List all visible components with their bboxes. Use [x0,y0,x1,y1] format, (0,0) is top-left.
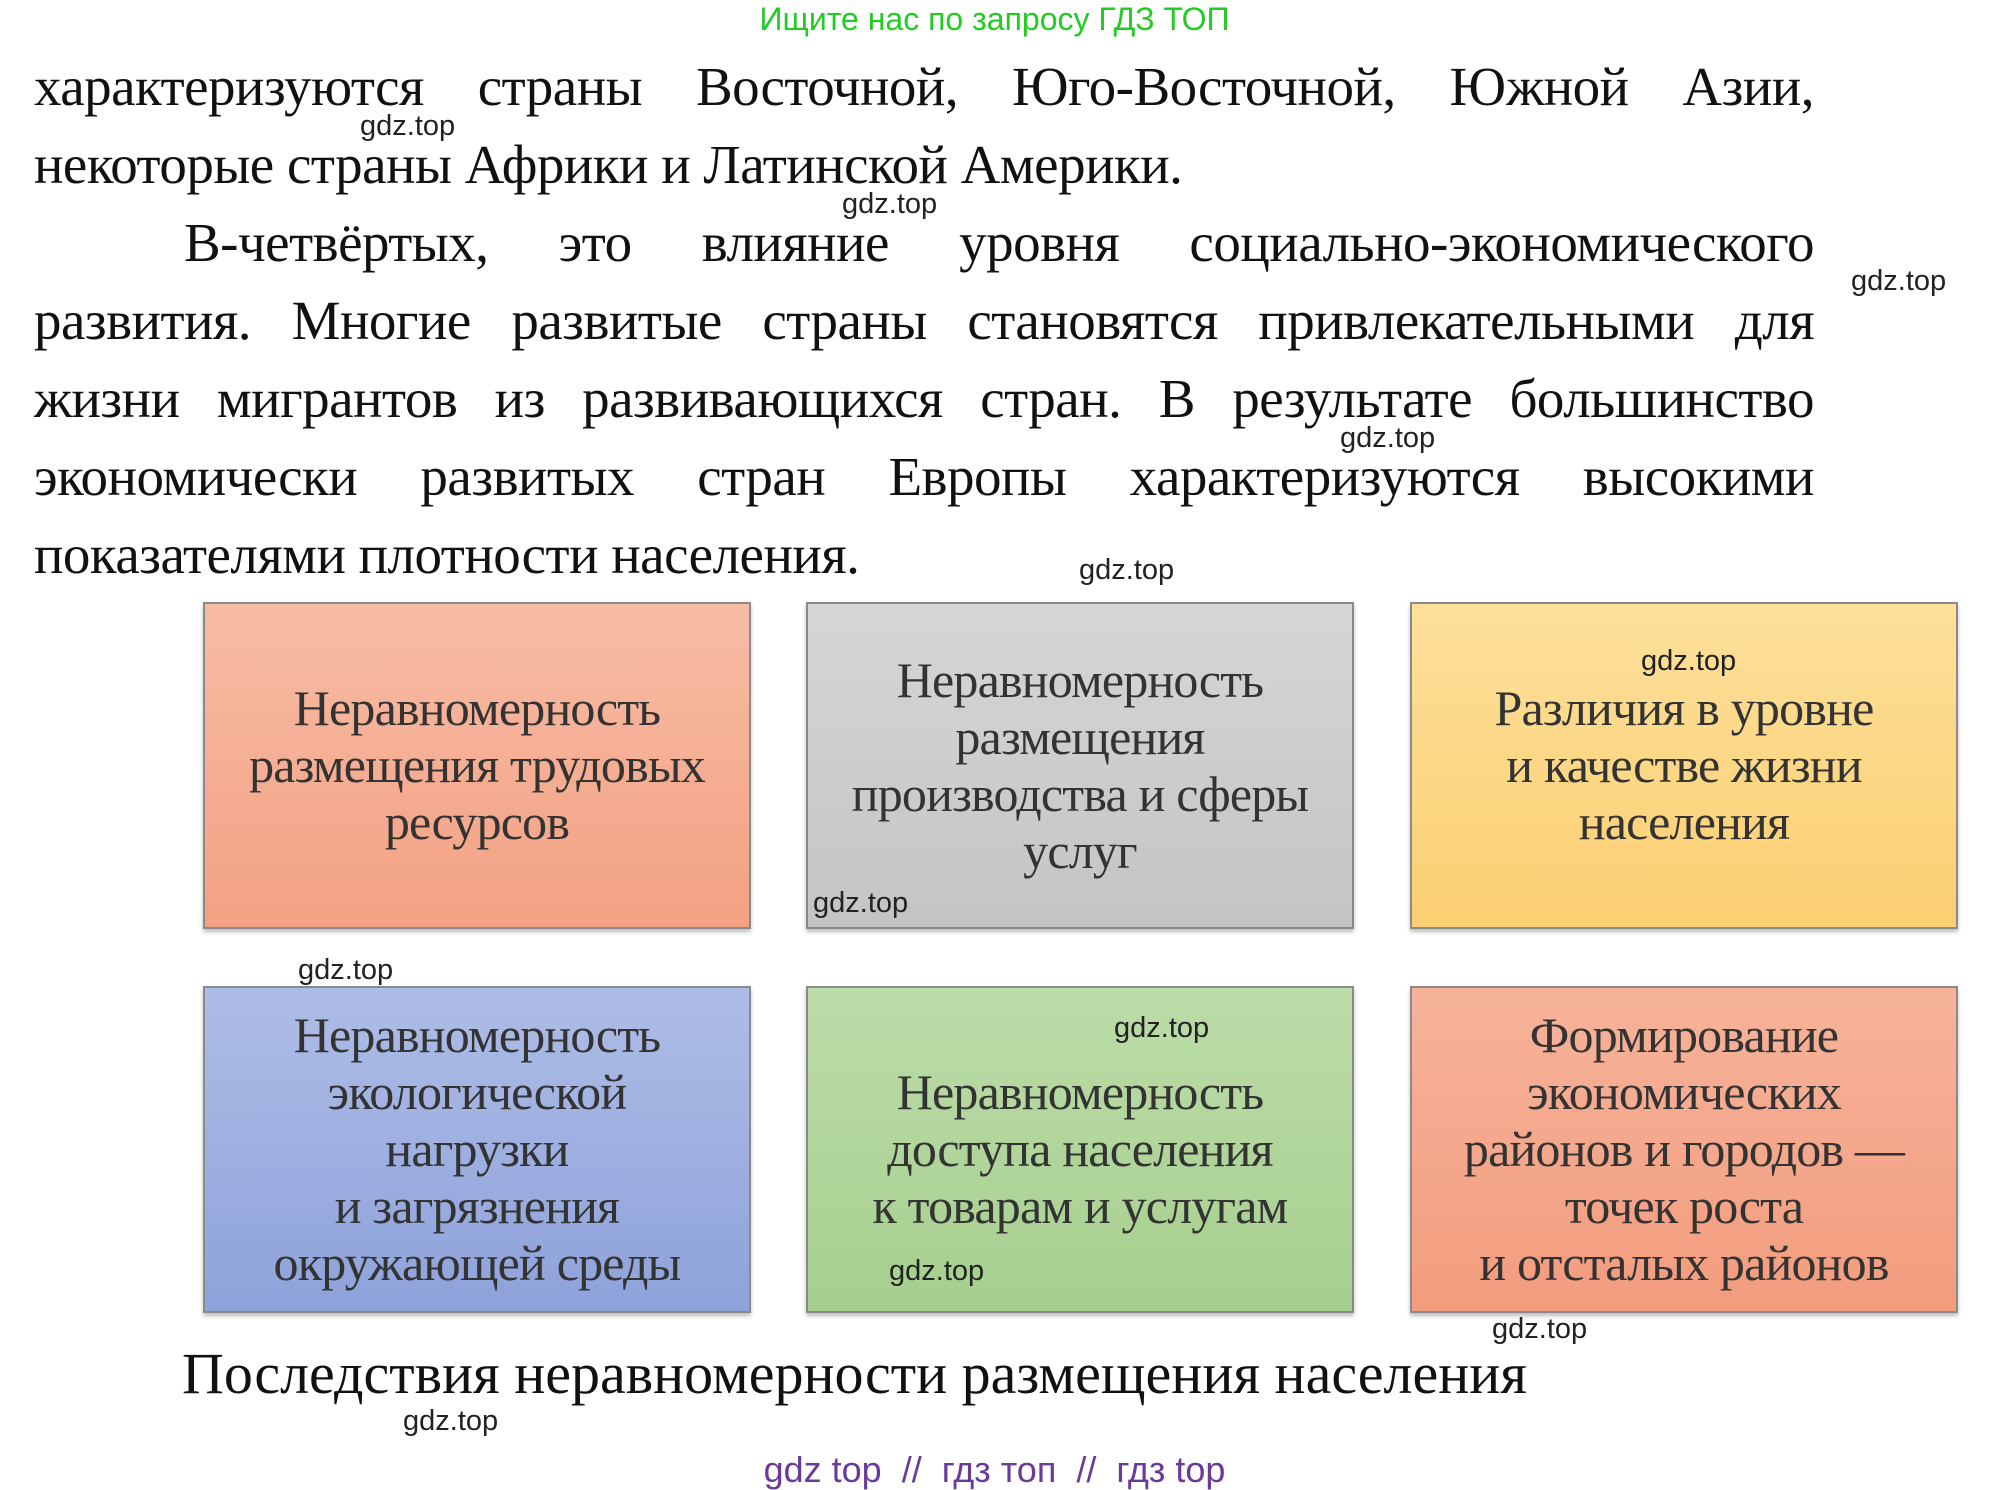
paragraph-line: развития. Многие развитые страны становятся привлекательными для [34,290,1814,351]
watermark: gdz.top [1492,1313,1588,1345]
watermark: gdz.top [813,887,909,919]
paragraph-line: характеризуются страны Восточной, Юго-Восточной, Южной Азии, [34,56,1814,117]
box-line: экономических [1527,1064,1841,1120]
box-line: размещения [955,708,1205,765]
watermark: gdz.top [403,1405,499,1437]
box-line: и отсталых районов [1479,1235,1889,1291]
paragraph-line: некоторые страны Африки и Латинской Америки. [34,134,1183,195]
watermark: gdz.top [1641,645,1737,677]
box-line: производства и сферы [851,765,1309,822]
watermark: gdz.top [1340,422,1436,454]
box-line: районов и городов — [1463,1121,1905,1177]
box-line: точек роста [1564,1178,1804,1234]
watermark: gdz.top [889,1255,985,1287]
box-line: доступа населения [887,1121,1273,1177]
box-line: Неравномерность [293,1007,661,1063]
box-line: Неравномерность [293,680,661,736]
watermark: gdz.top [360,110,456,142]
box-line: услуг [1023,822,1137,879]
box-line: размещения трудовых [249,737,705,793]
box-line: Неравномерность [896,651,1264,708]
box-line: Неравномерность [896,1064,1264,1120]
watermark: gdz.top [1851,265,1947,297]
paragraph-line: показателями плотности населения. [34,524,860,585]
consequence-box-ecology [203,986,751,1313]
paragraph-line: жизни мигрантов из развивающихся стран. В результате большинство [34,368,1814,429]
box-line: и загрязнения [334,1178,620,1234]
paragraph-line: экономически развитых стран Европы характеризуются высокими [34,446,1814,507]
box-line: Различия в уровне [1494,680,1874,736]
footer-watermark: gdz top // гдз топ // гдз top [763,1449,1226,1490]
watermark: gdz.top [1079,554,1175,586]
watermark: gdz.top [842,188,938,220]
box-line: к товарам и услугам [872,1178,1288,1234]
consequence-box-growth-points [1410,986,1958,1313]
figure-caption: Последствия неравномерности размещения населения [182,1341,1527,1406]
box-line: населения [1578,794,1790,850]
consequence-box-production [806,602,1354,929]
search-hint-banner: Ищите нас по запросу ГДЗ ТОП [759,1,1230,37]
box-line: ресурсов [384,794,570,850]
watermark: gdz.top [1114,1012,1210,1044]
paragraph-line: В-четвёртых, это влияние уровня социально-экономического [184,212,1814,273]
box-line: Формирование [1529,1007,1839,1063]
box-line: и качестве жизни [1506,737,1862,793]
consequence-box-labor [203,602,751,929]
box-line: экологической [327,1064,627,1120]
box-line: окружающей среды [273,1235,681,1291]
watermark: gdz.top [298,954,394,986]
box-line: нагрузки [385,1121,569,1177]
